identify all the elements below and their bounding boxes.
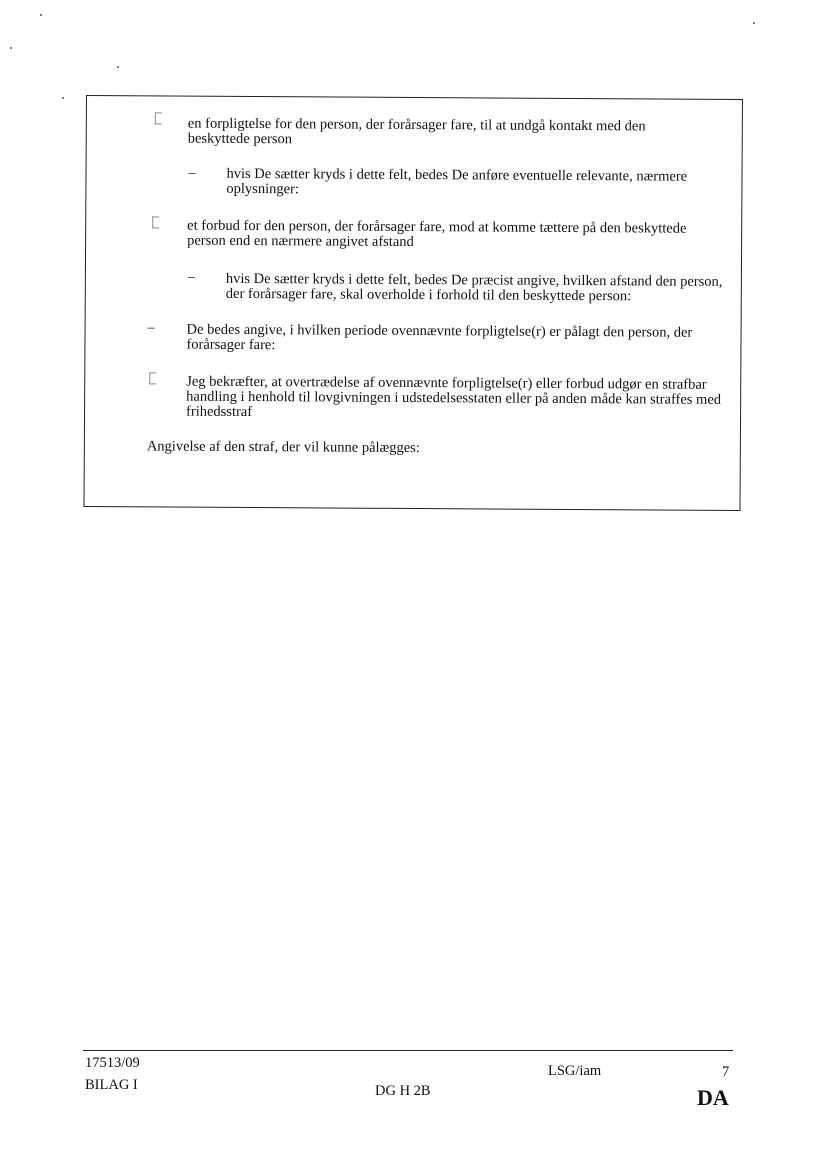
checkbox-contact-obligation[interactable]	[155, 112, 162, 124]
scan-speck	[10, 47, 12, 49]
dash-bullet: –	[188, 165, 196, 181]
scan-speck	[40, 14, 42, 16]
item-contact-obligation-text: en forpligtelse for den person, der forårsager fare, til at undgå kontakt med den beskyttede person	[187, 115, 646, 148]
item-distance-prohibition-subtext: hvis De sætter kryds i dette felt, bedes De præcist angive, hvilken afstand den person, der forårsager fare, skal overholde i forhold til den beskyttede person:	[225, 270, 723, 305]
footer-divider	[83, 1050, 733, 1051]
annex-label: BILAG I	[85, 1077, 138, 1093]
form-section-box	[83, 95, 743, 511]
page-number: 7	[722, 1064, 730, 1080]
scan-speck	[753, 22, 755, 24]
dash-bullet: –	[187, 269, 195, 285]
scan-speck	[62, 97, 64, 99]
scan-speck	[117, 66, 119, 68]
checkbox-distance-prohibition[interactable]	[152, 216, 159, 228]
item-contact-obligation-subtext: hvis De sætter kryds i dette felt, bedes De anføre eventuelle relevante, nærmere oplysninger:	[226, 165, 688, 198]
language-code: DA	[697, 1085, 729, 1110]
item-distance-prohibition-text: et forbud for den person, der forårsager fare, mod at komme tættere på den beskyttede person end en nærmere angivet afstand	[187, 217, 687, 251]
initials-label: LSG/iam	[548, 1063, 602, 1079]
penalty-label: Angivelse af den straf, der vil kunne pålægges:	[146, 438, 420, 457]
item-period-text: De bedes angive, i hvilken periode ovennævnte forpligtelse(r) er pålagt den person, der forårsager fare:	[186, 321, 693, 354]
doc-number: 17513/09	[85, 1055, 140, 1071]
dash-bullet: –	[147, 320, 155, 336]
dg-label: DG H 2B	[375, 1083, 431, 1099]
item-confirmation-text: Jeg bekræfter, at overtrædelse af ovennævnte forpligtelse(r) eller forbud udgør en strafbar handling i henhold til lovgivningen i udstedelsesstaten eller på anden måde kan straffes med frihedsstraf	[186, 373, 722, 421]
checkbox-confirmation[interactable]	[149, 372, 156, 384]
